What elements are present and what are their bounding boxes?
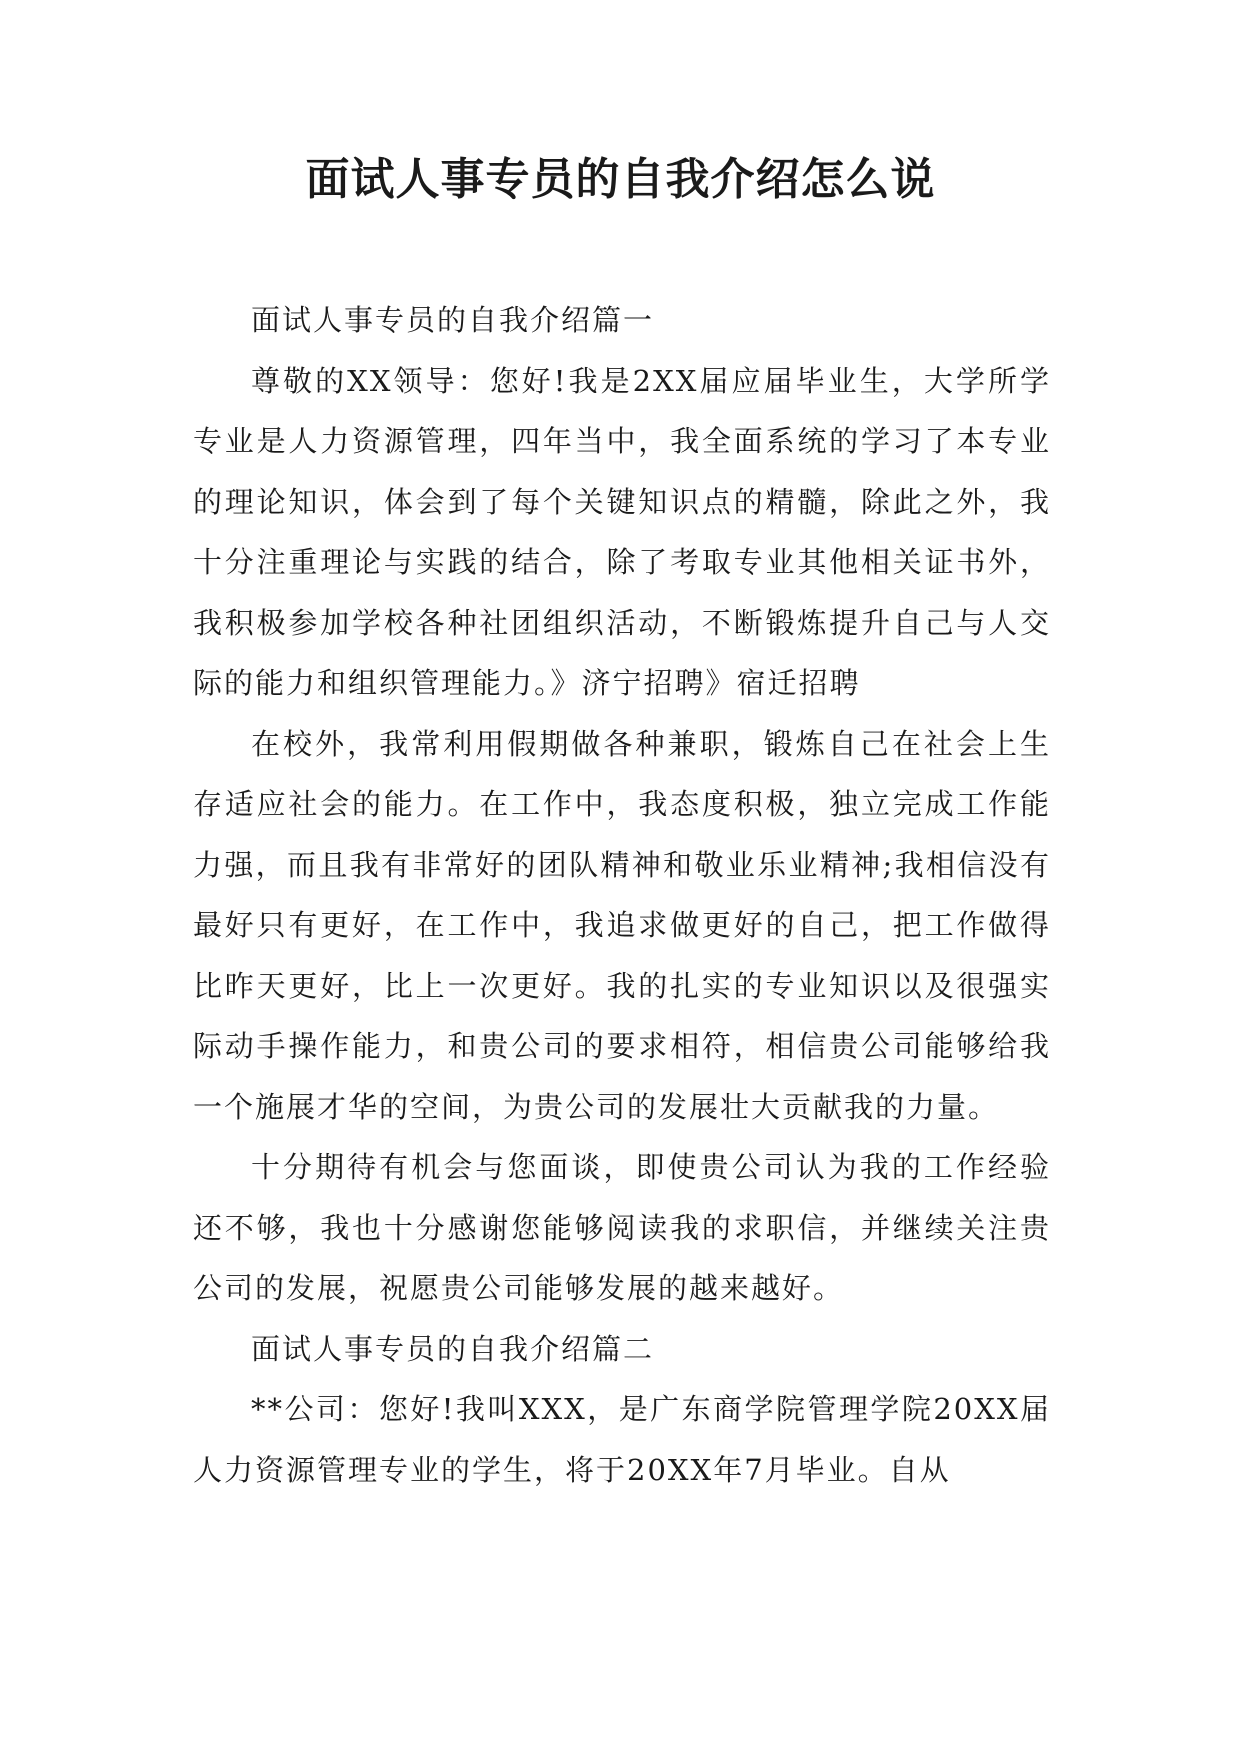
paragraph-intro-2: **公司：您好!我叫XXX，是广东商学院管理学院20XX届人力资源管理专业的学生，将于20XX年7月毕业。自从	[193, 1392, 1051, 1487]
document-body	[193, 290, 1051, 1500]
document-title: 面试人事专员的自我介绍怎么说	[305, 154, 936, 205]
paragraph-greeting: 尊敬的XX领导：您好!我是2XX届应届毕业生，大学所学专业是人力资源管理，四年当中，我全面系统的学习了本专业的理论知识，体会到了每个关键知识点的精髓，除此之外，我十分注重理论与实践的结合，除了考取专业其他相关证书外，我积极参加学校各种社团组织活动，不断锻炼提升自己与人交际的能力和组织管理能力。》济宁招聘》宿迁招聘	[193, 363, 1051, 700]
paragraph-closing: 十分期待有机会与您面谈，即使贵公司认为我的工作经验还不够，我也十分感谢您能够阅读我的求职信，并继续关注贵公司的发展，祝愿贵公司能够发展的越来越好。	[193, 1150, 1051, 1305]
paragraph-experience: 在校外，我常利用假期做各种兼职，锻炼自己在社会上生存适应社会的能力。在工作中，我态度积极，独立完成工作能力强，而且我有非常好的团队精神和敬业乐业精神;我相信没有最好只有更好，在工作中，我追求做更好的自己，把工作做得比昨天更好，比上一次更好。我的扎实的专业知识以及很强实际动手操作能力，和贵公司的要求相符，相信贵公司能够给我一个施展才华的空间，为贵公司的发展壮大贡献我的力量。	[193, 726, 1051, 1124]
section-heading-2: 面试人事专员的自我介绍篇二	[251, 1331, 655, 1366]
section-heading-1: 面试人事专员的自我介绍篇一	[251, 303, 655, 337]
